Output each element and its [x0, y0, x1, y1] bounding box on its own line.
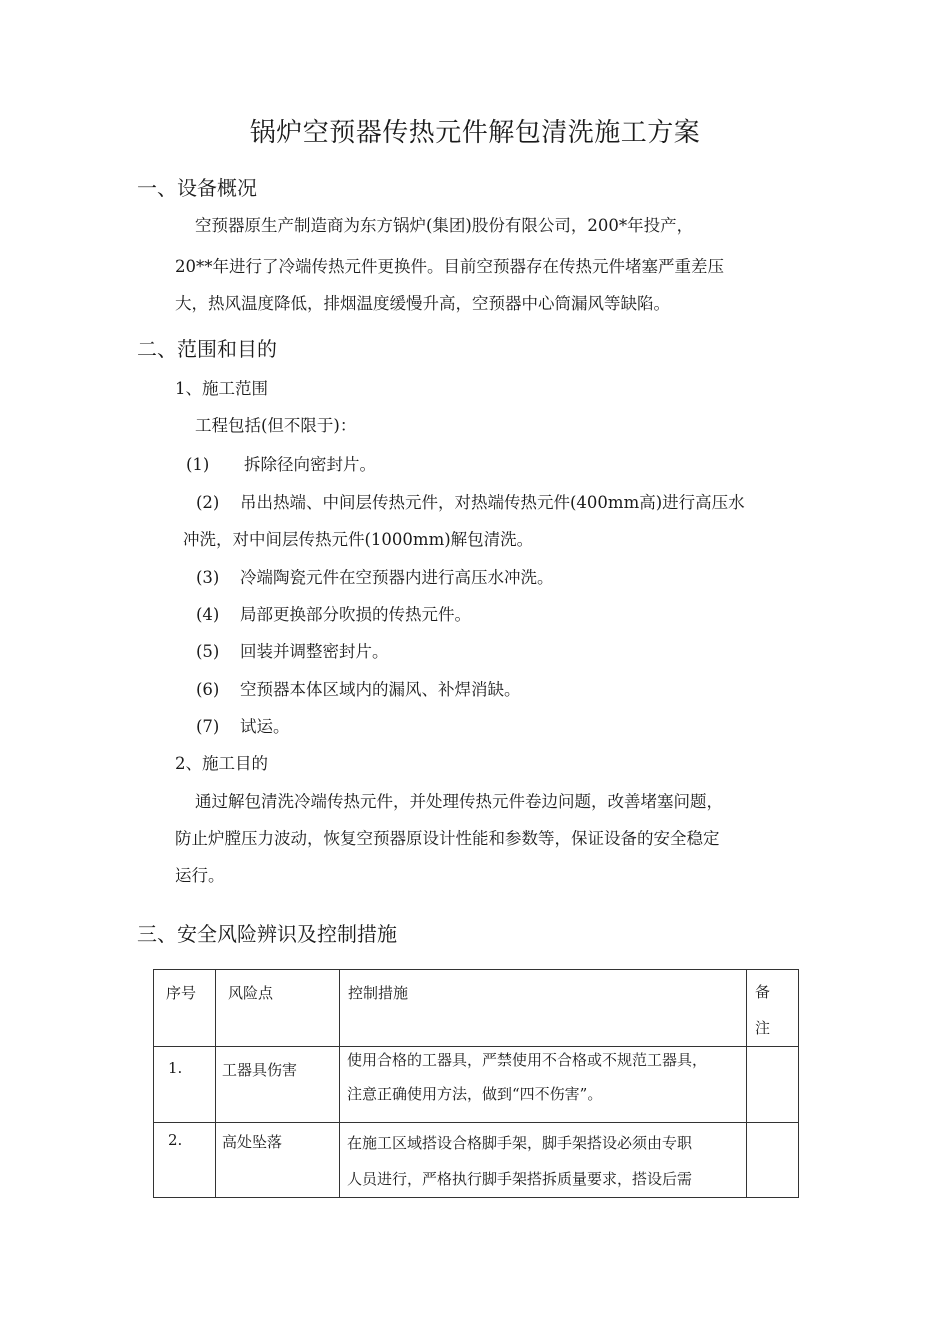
- purpose-subheading: 2、施工目的: [175, 754, 268, 773]
- section-3-heading: 三、安全风险辨识及控制措施: [137, 922, 397, 946]
- scope-item-2: [196, 489, 745, 513]
- cell-risk: 工器具伤害: [216, 1047, 340, 1123]
- scope-item-text: 吊出热端、中间层传热元件，对热端传热元件(400mm高)进行高压水: [240, 493, 745, 512]
- scope-item-text: 试运。: [240, 717, 290, 736]
- section-1-line-1: 空预器原生产制造商为东方锅炉(集团)股份有限公司，200*年投产，: [195, 216, 694, 235]
- cell-measures: [340, 1123, 747, 1198]
- header-cell-risk: 风险点: [216, 970, 340, 1047]
- scope-item-number: (5): [196, 642, 220, 661]
- scope-item-number: (6): [196, 680, 220, 699]
- purpose-line-2: 防止炉膛压力波动，恢复空预器原设计性能和参数等，保证设备的安全稳定: [175, 829, 720, 848]
- cell-note: [747, 1123, 799, 1198]
- measure-line: 人员进行，严格执行脚手架搭拆质量要求，搭设后需: [347, 1170, 693, 1188]
- table-header-row: [154, 970, 799, 1047]
- scope-item-number: (3): [196, 568, 220, 587]
- scope-item-text: 冷端陶瓷元件在空预器内进行高压水冲洗。: [240, 568, 554, 587]
- header-cell-measures: 控制措施: [340, 970, 747, 1047]
- section-2-heading: 二、范围和目的: [137, 337, 277, 361]
- document-title: 锅炉空预器传热元件解包清洗施工方案: [249, 118, 701, 148]
- scope-item-2-continuation: 冲洗，对中间层传热元件(1000mm)解包清洗。: [183, 530, 534, 549]
- purpose-line-1: 通过解包清洗冷端传热元件，并处理传热元件卷边问题，改善堵塞问题，: [195, 792, 723, 811]
- scope-intro: 工程包括(但不限于)：: [195, 416, 357, 435]
- cell-note: [747, 1047, 799, 1123]
- scope-subheading: 1、施工范围: [175, 379, 268, 398]
- scope-item-5: [196, 638, 389, 662]
- table-row: [154, 1047, 799, 1123]
- section-1-heading: 一、设备概况: [137, 176, 257, 200]
- scope-item-number: (7): [196, 717, 220, 736]
- measure-line: 使用合格的工器具，严禁使用不合格或不规范工器具，: [347, 1051, 708, 1069]
- scope-item-text: 空预器本体区域内的漏风、补焊消缺。: [240, 680, 521, 699]
- scope-item-text: 拆除径向密封片。: [244, 455, 376, 474]
- scope-item-7: [196, 713, 290, 737]
- cell-measures: [340, 1047, 747, 1123]
- purpose-line-3: 运行。: [175, 866, 225, 885]
- scope-item-number: (2): [196, 493, 220, 512]
- scope-item-text: 回装并调整密封片。: [240, 642, 389, 661]
- risk-control-table: [153, 969, 799, 1198]
- scope-item-3: [196, 564, 554, 588]
- scope-item-4: [196, 601, 471, 625]
- scope-item-1: [186, 451, 376, 475]
- scope-item-text: 局部更换部分吹损的传热元件。: [240, 605, 471, 624]
- header-note-char-1: 备: [755, 983, 771, 1001]
- scope-item-6: [196, 676, 521, 700]
- section-1-line-3: 大，热风温度降低，排烟温度缓慢升高，空预器中心筒漏风等缺陷。: [175, 294, 670, 313]
- cell-number: 1.: [154, 1047, 216, 1123]
- measure-line: 注意正确使用方法，做到“四不伤害”。: [347, 1085, 603, 1103]
- measure-line: 在施工区域搭设合格脚手架，脚手架搭设必须由专职: [347, 1134, 693, 1152]
- scope-item-number: (4): [196, 605, 220, 624]
- cell-risk: 高处坠落: [216, 1123, 340, 1198]
- section-1-line-2: 20**年进行了冷端传热元件更换件。目前空预器存在传热元件堵塞严重差压: [175, 257, 724, 276]
- scope-item-number: (1): [186, 455, 210, 474]
- cell-number: 2.: [154, 1123, 216, 1198]
- header-cell-note: [747, 970, 799, 1047]
- header-cell-number: 序号: [154, 970, 216, 1047]
- table-row: [154, 1123, 799, 1198]
- header-note-char-2: 注: [755, 1019, 771, 1037]
